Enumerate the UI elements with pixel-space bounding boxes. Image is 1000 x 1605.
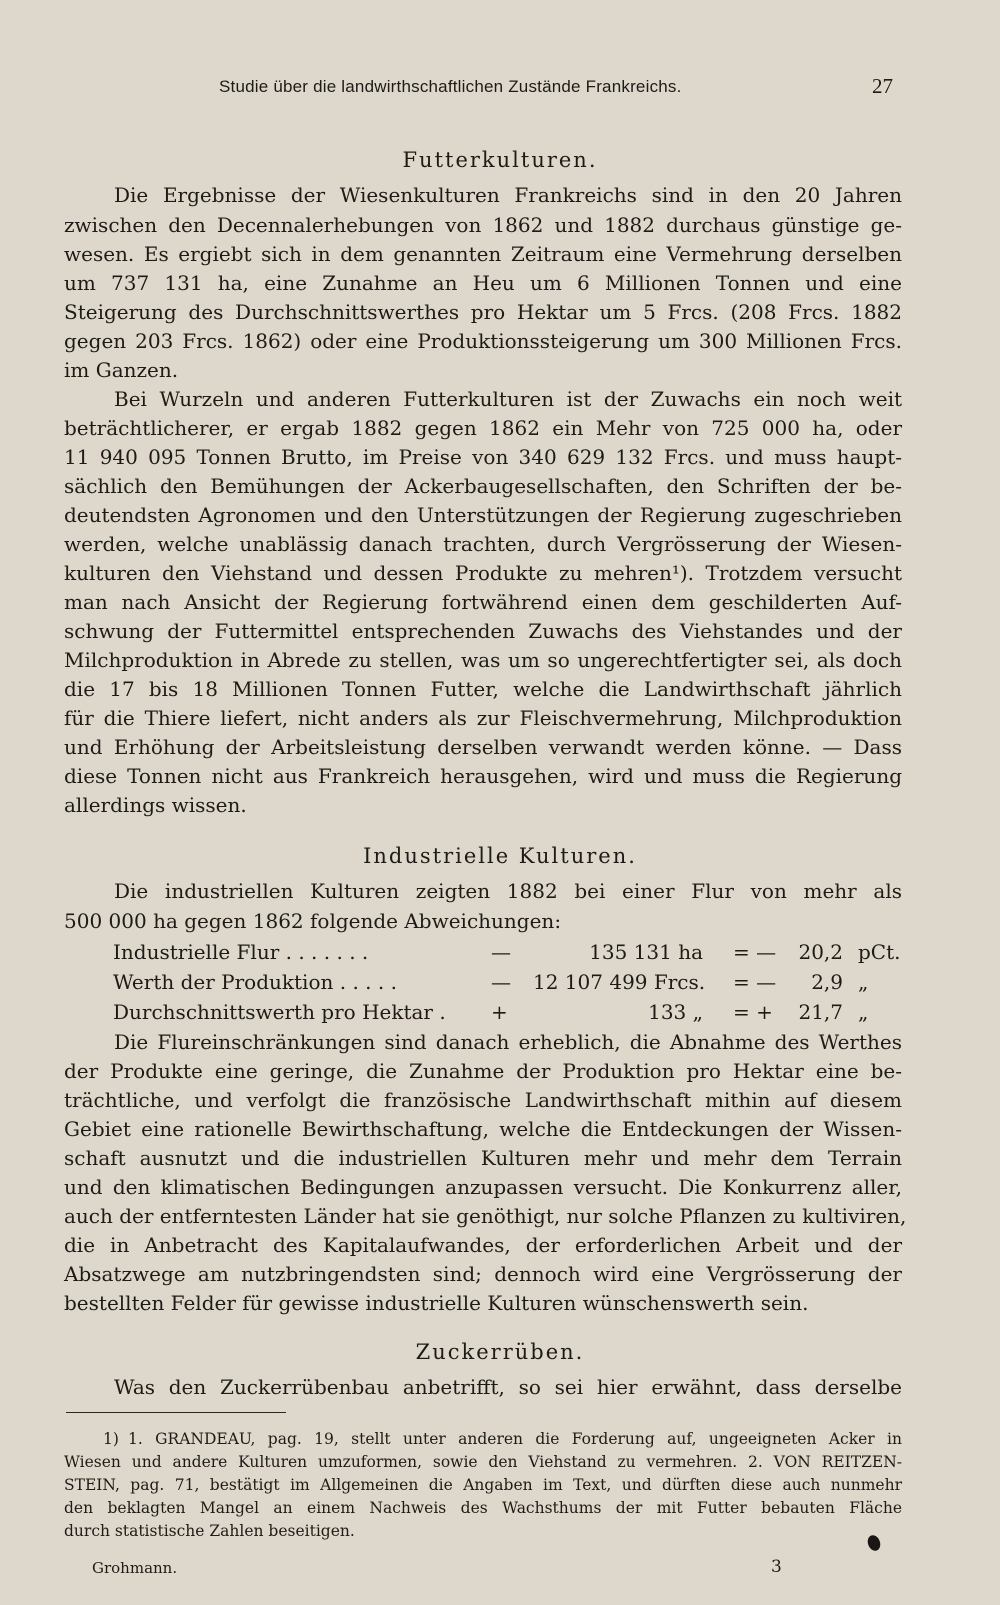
text-line: Die Flureinschränkungen sind danach erheblich, die Abnahme des Werthes	[114, 1030, 902, 1054]
row-sign: +	[491, 1000, 508, 1024]
text-line: schwung der Futtermittel entsprechenden Zuwachs des Viehstandes und der	[64, 619, 902, 643]
row-relation: = +	[733, 1000, 773, 1024]
text-line: deutendsten Agronomen und den Unterstützungen der Regierung zugeschrieben	[64, 503, 902, 527]
table-row	[113, 997, 903, 1027]
text-line: im Ganzen.	[64, 358, 179, 382]
text-line: werden, welche unablässig danach trachten, durch Vergrösserung der Wiesen-	[64, 532, 902, 556]
text-line: der Produkte eine geringe, die Zunahme der Produktion pro Hektar eine be-	[64, 1059, 902, 1083]
text-line: Was den Zuckerrübenbau anbetrifft, so sei hier erwähnt, dass derselbe	[114, 1375, 902, 1399]
row-relation: = —	[733, 940, 777, 964]
text-line: kulturen den Viehstand und dessen Produkte zu mehren¹). Trotzdem versucht	[64, 561, 902, 585]
text-line: sächlich den Bemühungen der Ackerbaugesellschaften, den Schriften der be-	[64, 474, 902, 498]
row-label: Werth der Produktion . . . . .	[113, 970, 397, 994]
text-line: trächtliche, und verfolgt die französische Landwirthschaft mithin auf diesem	[64, 1088, 902, 1112]
text-line: diese Tonnen nicht aus Frankreich herausgehen, wird und muss die Regierung	[64, 764, 902, 788]
row-label: Industrielle Flur . . . . . . .	[113, 940, 369, 964]
text-line: Die industriellen Kulturen zeigten 1882 bei einer Flur von mehr als	[114, 879, 902, 903]
row-percent: 2,9	[811, 970, 843, 994]
page-number: 27	[872, 74, 893, 98]
row-percent: 21,7	[798, 1000, 843, 1024]
text-line: 11 940 095 Tonnen Brutto, im Preise von 340 629 132 Frcs. und muss haupt-	[64, 445, 902, 469]
footnote-line: 1. GRANDEAU, pag. 19, stellt unter anderen die Forderung auf, ungeeigneten Acker in	[128, 1430, 902, 1448]
running-header	[0, 74, 1000, 100]
footnote-line: den beklagten Mangel an einem Nachweis des Wachsthums der mit Futter bebauten Fläche	[64, 1499, 902, 1517]
running-title: Studie über die landwirthschaftlichen Zustände Frankreichs.	[219, 77, 682, 96]
section-title-futterkulturen: Futterkulturen.	[402, 148, 598, 172]
signature-line	[0, 1557, 1000, 1581]
row-percent: 20,2	[798, 940, 843, 964]
text-line: zwischen den Decennalerhebungen von 1862 und 1882 durchaus günstige ge-	[64, 213, 902, 237]
section-title-zuckerrueben: Zuckerrüben.	[415, 1340, 585, 1364]
text-line: auch der entferntesten Länder hat sie genöthigt, nur solche Pflanzen zu kultiviren,	[64, 1204, 907, 1228]
row-sign: —	[491, 940, 511, 964]
footnote-line: durch statistische Zahlen beseitigen.	[64, 1522, 355, 1540]
text-line: die 17 bis 18 Millionen Tonnen Futter, welche die Landwirthschaft jährlich	[64, 677, 902, 701]
signature-number: 3	[771, 1557, 782, 1577]
row-relation: = —	[733, 970, 777, 994]
row-amount: 135 131 ha	[589, 940, 703, 964]
text-line: wesen. Es ergiebt sich in dem genannten Zeitraum eine Vermehrung derselben	[64, 242, 902, 266]
text-line: um 737 131 ha, eine Zunahme an Heu um 6 Millionen Tonnen und eine	[64, 271, 902, 295]
text-line: man nach Ansicht der Regierung fortwährend einen dem geschilderten Auf-	[64, 590, 902, 614]
text-line: und den klimatischen Bedingungen anzupassen versucht. Die Konkurrenz aller,	[64, 1175, 902, 1199]
text-line: beträchtlicherer, er ergab 1882 gegen 1862 ein Mehr von 725 000 ha, oder	[64, 416, 902, 440]
ink-spot	[866, 1533, 883, 1552]
row-amount: 12 107 499 Frcs.	[533, 970, 706, 994]
footnote-marker: 1)	[103, 1430, 119, 1448]
row-unit: „	[858, 970, 869, 994]
text-line: 500 000 ha gegen 1862 folgende Abweichungen:	[64, 909, 562, 933]
section-title-industrielle-kulturen: Industrielle Kulturen.	[363, 844, 637, 868]
row-label: Durchschnittswerth pro Hektar .	[113, 1000, 446, 1024]
text-line: gegen 203 Frcs. 1862) oder eine Produktionssteigerung um 300 Millionen Frcs.	[64, 329, 902, 353]
text-line: Gebiet eine rationelle Bewirthschaftung, welche die Entdeckungen der Wissen-	[64, 1117, 902, 1141]
text-line: für die Thiere liefert, nicht anders als zur Fleischvermehrung, Milchproduktion	[64, 706, 902, 730]
text-line: und Erhöhung der Arbeitsleistung derselben verwandt werden könne. — Dass	[64, 735, 902, 759]
text-line: Die Ergebnisse der Wiesenkulturen Frankreichs sind in den 20 Jahren	[114, 183, 902, 207]
footnote-line: Wiesen und andere Kulturen umzuformen, sowie den Viehstand zu vermehren. 2. VON REITZEN-	[64, 1453, 902, 1471]
text-line: Milchproduktion in Abrede zu stellen, was um so ungerechtfertigter sei, als doch	[64, 648, 902, 672]
footnote-rule	[66, 1412, 286, 1413]
table-row	[113, 937, 903, 967]
footnote-line: STEIN, pag. 71, bestätigt im Allgemeinen die Angaben im Text, und dürften diese auch nunmehr	[64, 1476, 902, 1494]
text-line: Bei Wurzeln und anderen Futterkulturen ist der Zuwachs ein noch weit	[114, 387, 902, 411]
text-line: die in Anbetracht des Kapitalaufwandes, der erforderlichen Arbeit und der	[64, 1233, 902, 1257]
table-row	[113, 967, 903, 997]
row-amount: 133 „	[648, 1000, 703, 1024]
signature-author: Grohmann.	[92, 1559, 178, 1577]
text-line: bestellten Felder für gewisse industrielle Kulturen wünschenswerth sein.	[64, 1291, 809, 1315]
text-line: Absatzwege am nutzbringendsten sind; dennoch wird eine Vergrösserung der	[64, 1262, 902, 1286]
row-unit: „	[858, 1000, 869, 1024]
text-line: schaft ausnutzt und die industriellen Kulturen mehr und mehr dem Terrain	[64, 1146, 902, 1170]
text-line: allerdings wissen.	[64, 793, 247, 817]
row-sign: —	[491, 970, 511, 994]
text-line: Steigerung des Durchschnittswerthes pro Hektar um 5 Frcs. (208 Frcs. 1882	[64, 300, 902, 324]
row-unit: pCt.	[858, 940, 901, 964]
